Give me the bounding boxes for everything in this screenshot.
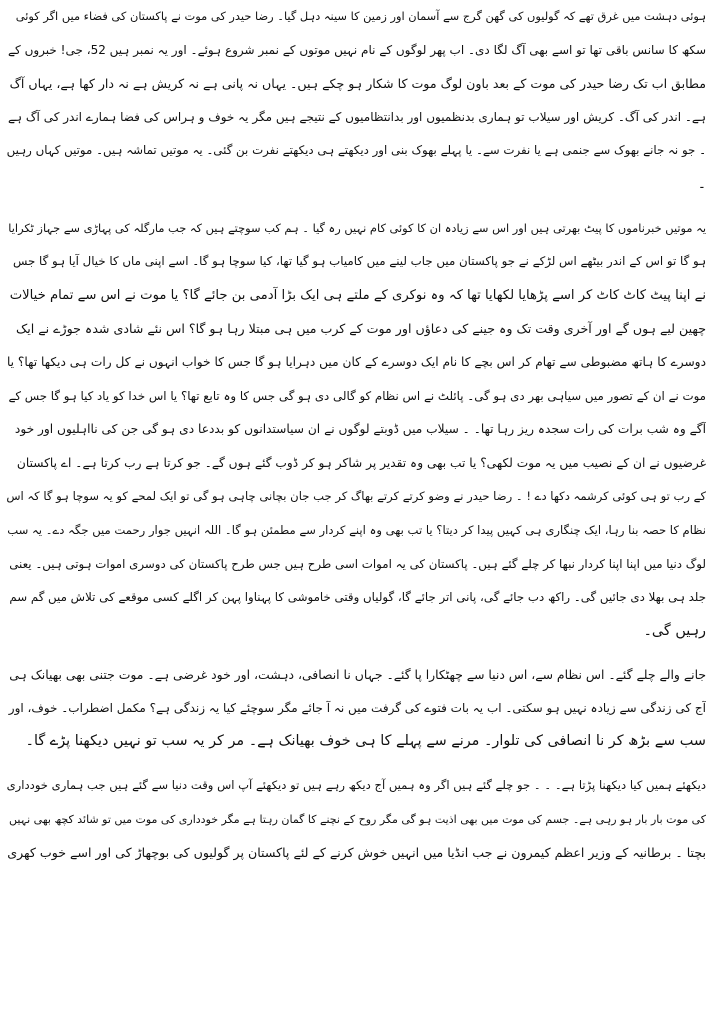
- text-line: لوگ دنیا میں اپنا اپنا کردار نبھا کر چلے گئے ہیں۔ پاکستان کی یہ اموات اسی طرح ہیں جس طرح پاکستان کی دوسری اموات ہوتی ہیں۔ یعنی: [9, 556, 706, 571]
- article-page: [6, 0, 706, 1012]
- text-line: کے رب تو ہی کوئی کرشمہ دکھا دے ! ۔ رضا حیدر نے وضو کرتے کرتے بھاگ کر جب جان بچانی چاہی ہو گی تو ایک لمحے کو یہ سوچا ہو گا کہ اس: [6, 489, 706, 504]
- text-line: موت نے ان کے تصور میں سیاہی بھر دی ہو گی۔ پائلٹ نے اس نظام کو گالی دی ہو گی جس کا وہ تابع تھا؟ یا اس خدا کو یاد کیا ہو گا جس کے: [8, 388, 706, 403]
- text-line: آج کی زندگی سے زیادہ نہیں ہو سکتی۔ اب یہ بات فتوے کی گرفت میں نہ آ جائے مگر سوچئے کیا یہ زندگی ہے؟ مکمل اضطراب۔ خوف، اور: [8, 700, 706, 715]
- text-line: رہیں گی۔: [643, 622, 706, 639]
- text-line: بچتا ۔ برطانیہ کے وزیر اعظم کیمرون نے جب انڈیا میں انہیں خوش کرنے کے لئے پاکستان پر گولیوں کی بوچھاڑ کی اور اسے خوب کھری: [7, 845, 706, 861]
- text-line: دوسرے کا ہاتھ مضبوطی سے تھام کر اس بچے کا نام ایک دوسرے کے کان میں دہرایا ہو گا جس کا خواب انہوں نے کل رات ہی دیکھا تھا؟ یا: [6, 354, 706, 369]
- text-line: سکھ کا سانس باقی تھا تو اسے بھی آگ لگا دی۔ اب پھر لوگوں کے نام نہیں موتوں کے نمبر شروع ہوئے۔ اور یہ نمبر ہیں 52، جی! خبروں کے: [8, 42, 706, 57]
- paragraph-3: [6, 658, 706, 759]
- text-line: ۔: [697, 175, 706, 192]
- text-line: جانے والے چلے گئے۔ اس نظام سے، اس دنیا سے چھٹکارا پا گئے۔ جہاں نا انصافی، دہشت، اور خود غرضی ہے۔ موت جتنی بھی بھیانک ہی: [9, 667, 706, 683]
- text-line: ہوئی دہشت میں غرق تھے کہ گولیوں کی گھن گرج سے آسمان اور زمین کا سینہ دہل گیا۔ رضا حیدر کی موت نے پاکستان کی فضاء میں اگر کوئی: [15, 9, 706, 23]
- text-line: مطابق اب تک رضا حیدر کی موت کے بعد باون لوگ موت کا شکار ہو چکے ہیں۔ یہاں نہ پانی ہے نہ کریش ہے نہ دار کھا ہے، یہاں آگ: [9, 76, 706, 92]
- text-line: نے اپنا پیٹ کاٹ کاٹ کر اسے پڑھایا لکھایا تھا کہ وہ نوکری کے ملتے ہی ایک بڑا آدمی بن جائے گا؟ یا موت نے اس سے تمام خیالات: [9, 287, 706, 303]
- paragraph-1: [6, 0, 706, 202]
- text-line: ہے۔ اندر کی آگ۔ کریش اور سیلاب تو ہماری بدنظمیوں اور بدانتظامیوں کے نتیجے ہیں مگر یہ خوف و ہراس کی فضا ہمارے اندر کی آگ ہے: [7, 109, 706, 124]
- text-line: سب سے بڑھ کر نا انصافی کی تلوار۔ مرنے سے پہلے کا ہی خوف بھیانک ہے۔ مر کر یہ سب تو نہیں دیکھنا پڑے گا۔: [25, 733, 706, 750]
- text-line: ۔ جو نہ جانے بھوک سے جنمی ہے یا نفرت سے۔ یا پہلے بھوک بنی اور دیکھتے ہی دیکھتے نفرت بن گئی۔ یہ موتیں تماشہ ہیں۔ موتیں کہاں رہیں: [6, 143, 706, 158]
- text-line: کی موت بار بار ہو رہی ہے۔ جسم کی موت میں بھی اذیت ہو گی مگر روح کے نچنے کا گمان رہتا ہے مگر خودداری کی موت میں تو شائد کچھ بھی نہیں: [8, 812, 706, 826]
- text-line: ہو گا تو اس کے اندر بیٹھے اس لڑکے نے جو پاکستان میں جاب لینے میں کامیاب ہو گیا تھا، کیا سوچا ہو گا۔ اسے اپنی ماں کا خیال آیا ہو گا جس: [12, 254, 706, 269]
- text-line: یہ موتیں خبرناموں کا پیٹ بھرتی ہیں اور اس سے زیادہ ان کا کوئی کام نہیں رہ گیا ۔ ہم کب سوچتے ہیں کہ جب مارگلہ کی پہاڑی سے جہاز ٹکرایا: [8, 220, 706, 235]
- text-line: آگے وہ شب برات کی رات سجدہ ریز رہا تھا۔ ۔ سیلاب میں ڈوبتے لوگوں نے ان سیاستدانوں کو بددعا دی ہو گی جن کی نااہلیوں اور خود: [14, 422, 706, 437]
- text-line: چھین لیے ہوں گے اور آخری وقت تک وہ جینے کی دعاؤں اور موت کے کرب میں ہی مبتلا رہا ہو گا؟ اس نئے شادی شدہ جوڑے نے ایک: [16, 321, 706, 337]
- text-line: دیکھئے ہمیں کیا دیکھنا پڑتا ہے۔ ۔ ۔ جو چلے گئے ہیں اگر وہ ہمیں آج دیکھ رہے ہیں تو دیکھئے آپ اس وقت دنیا سے گئے ہیں جب ہماری خودداری: [6, 778, 706, 793]
- text-line: غرضیوں نے ان کے نصیب میں یہ موت لکھی؟ یا تب بھی وہ تقدیر پر شاکر ہو کر ڈوب گئے ہوں گے۔ جو کرتا ہے رب کرتا ہے۔ اے پاکستان: [16, 455, 706, 470]
- text-line: نظام کا حصہ بنا رہا، ایک چنگاری ہی کہیں پیدا کر دیتا؟ یا تب بھی وہ اپنے کردار سے مطمئن ہو گا۔ اللہ انہیں جوار رحمت میں جگہ دے۔ یہ سب: [7, 522, 706, 537]
- paragraph-4: [6, 769, 706, 870]
- paragraph-2: [6, 212, 706, 649]
- text-line: جلد ہی بھلا دی جائیں گی۔ راکھ دب جائے گی، پانی اتر جائے گا، گولیاں وقتی خاموشی کا پہناوا پہن کر اگلے کسی موقعے کی تلاش میں گم سم: [9, 590, 706, 605]
